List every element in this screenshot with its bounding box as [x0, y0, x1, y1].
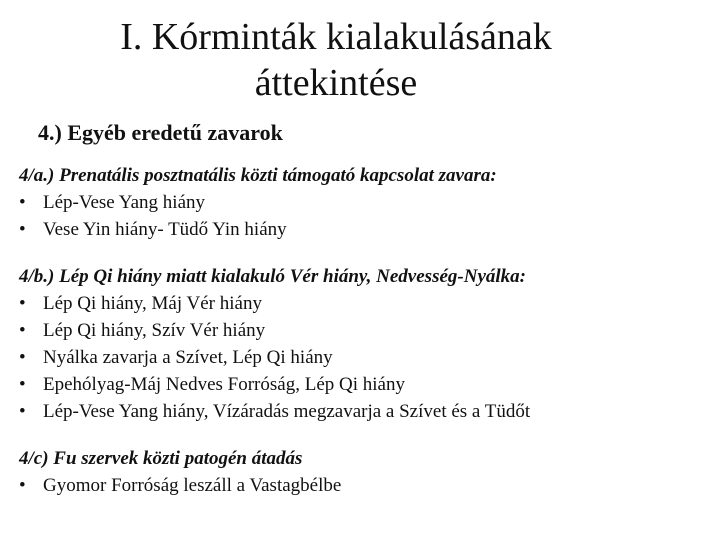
section-4b	[19, 263, 709, 425]
list-item	[19, 216, 709, 243]
bullet-icon: •	[19, 374, 26, 395]
bullet-icon: •	[19, 320, 26, 341]
list-item	[19, 317, 709, 344]
list-item-text: Gyomor Forróság leszáll a Vastagbélbe	[43, 475, 342, 496]
list-item-text: Lép Qi hiány, Szív Vér hiány	[43, 320, 266, 341]
list-item-text: Epehólyag-Máj Nedves Forróság, Lép Qi hiány	[43, 374, 405, 395]
bullet-icon: •	[19, 347, 26, 368]
bullet-icon: •	[19, 219, 26, 240]
section-4c	[19, 445, 709, 499]
section-subtitle: 4.) Egyéb eredetű zavarok	[38, 120, 283, 145]
content-body	[19, 162, 709, 499]
bullet-icon: •	[19, 475, 26, 496]
section-heading: 4/a.) Prenatális posztnatális közti támogató kapcsolat zavara:	[19, 165, 497, 186]
page-title	[0, 14, 672, 106]
bullet-list	[19, 472, 709, 499]
section-heading: 4/b.) Lép Qi hiány miatt kialakuló Vér hiány, Nedvesség-Nyálka:	[19, 266, 526, 287]
list-item	[19, 398, 709, 425]
list-item-text: Lép-Vese Yang hiány	[43, 192, 206, 213]
list-item-text: Nyálka zavarja a Szívet, Lép Qi hiány	[43, 347, 333, 368]
title-line-1: I. Kórminták kialakulásának	[120, 16, 552, 58]
list-item	[19, 472, 709, 499]
list-item	[19, 371, 709, 398]
list-item	[19, 189, 709, 216]
list-item	[19, 344, 709, 371]
list-item-text: Lép Qi hiány, Máj Vér hiány	[43, 293, 262, 314]
section-heading: 4/c) Fu szervek közti patogén átadás	[19, 448, 303, 469]
list-item-text: Lép-Vese Yang hiány, Vízáradás megzavarja a Szívet és a Tüdőt	[43, 401, 531, 422]
bullet-icon: •	[19, 401, 26, 422]
title-line-2: áttekintése	[254, 62, 418, 104]
section-4a	[19, 162, 709, 243]
list-item	[19, 290, 709, 317]
bullet-list	[19, 290, 709, 425]
list-item-text: Vese Yin hiány- Tüdő Yin hiány	[43, 219, 287, 240]
bullet-list	[19, 189, 709, 243]
bullet-icon: •	[19, 293, 26, 314]
bullet-icon: •	[19, 192, 26, 213]
